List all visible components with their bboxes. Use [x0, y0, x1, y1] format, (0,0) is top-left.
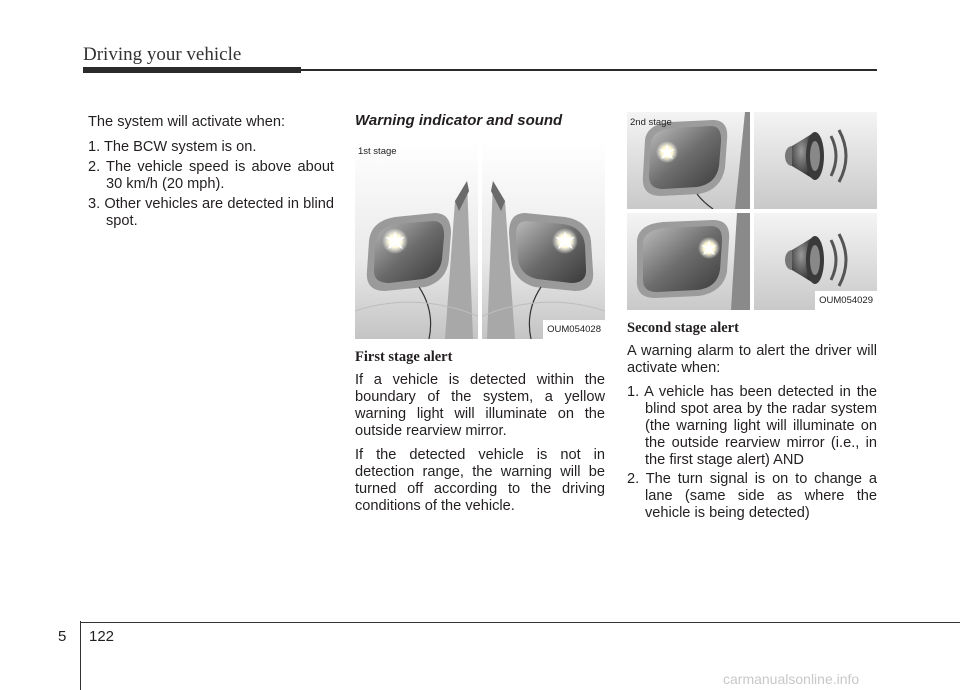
activation-list [88, 139, 334, 230]
page-number: 122 [89, 628, 115, 645]
figure-caption: 2nd stage [630, 117, 672, 128]
page-header-title: Driving your vehicle [83, 44, 242, 65]
second-stage-heading: Second stage alert [627, 320, 739, 336]
list-item: 1. A vehicle has been detected in the blind spot area by the radar system (the warning light will illuminate on the outside rearview mirror (i.e., in the first stage alert) AND [627, 384, 877, 468]
header-rule [83, 67, 301, 73]
section-heading: Warning indicator and sound [355, 112, 563, 129]
column-first-stage [355, 112, 605, 522]
figure-code: OUM054029 [815, 291, 877, 310]
paragraph: If a vehicle is detected within the boundary of the system, a yellow warning light will illuminate on the outside rearview mirror. [355, 372, 605, 439]
paragraph: A warning alarm to alert the driver will activate when: [627, 343, 877, 376]
footer-rule [80, 622, 960, 623]
second-stage-body [627, 343, 877, 522]
first-stage-body [355, 372, 605, 515]
list-item: 2. The vehicle speed is above about 30 km/h (20 mph). [88, 159, 334, 192]
list-item: 2. The turn signal is on to change a lane (same side as where the vehicle is being detected) [627, 471, 877, 521]
paragraph: If the detected vehicle is not in detection range, the warning will be turned off according to the driving conditions of the vehicle. [355, 447, 605, 514]
activation-intro: The system will activate when: [88, 114, 286, 130]
first-stage-heading: First stage alert [355, 349, 453, 365]
mirror-speaker-illustration-2nd-stage [627, 112, 877, 310]
first-stage-figure [355, 141, 605, 339]
list-item: 1. The BCW system is on. [88, 139, 257, 155]
second-stage-list [627, 384, 877, 522]
mirror-illustration-1st-stage [355, 141, 605, 339]
second-stage-figure [627, 112, 877, 310]
header-rule-thin [301, 69, 877, 71]
column-second-stage [627, 112, 877, 524]
section-number: 5 [58, 628, 67, 645]
footer-divider [80, 621, 81, 690]
figure-code: OUM054028 [543, 320, 605, 339]
list-item: 3. Other vehicles are detected in blind spot. [88, 196, 334, 229]
column-activation-conditions [88, 114, 334, 233]
figure-caption: 1st stage [358, 146, 397, 157]
watermark: carmanualsonline.info [723, 671, 860, 687]
